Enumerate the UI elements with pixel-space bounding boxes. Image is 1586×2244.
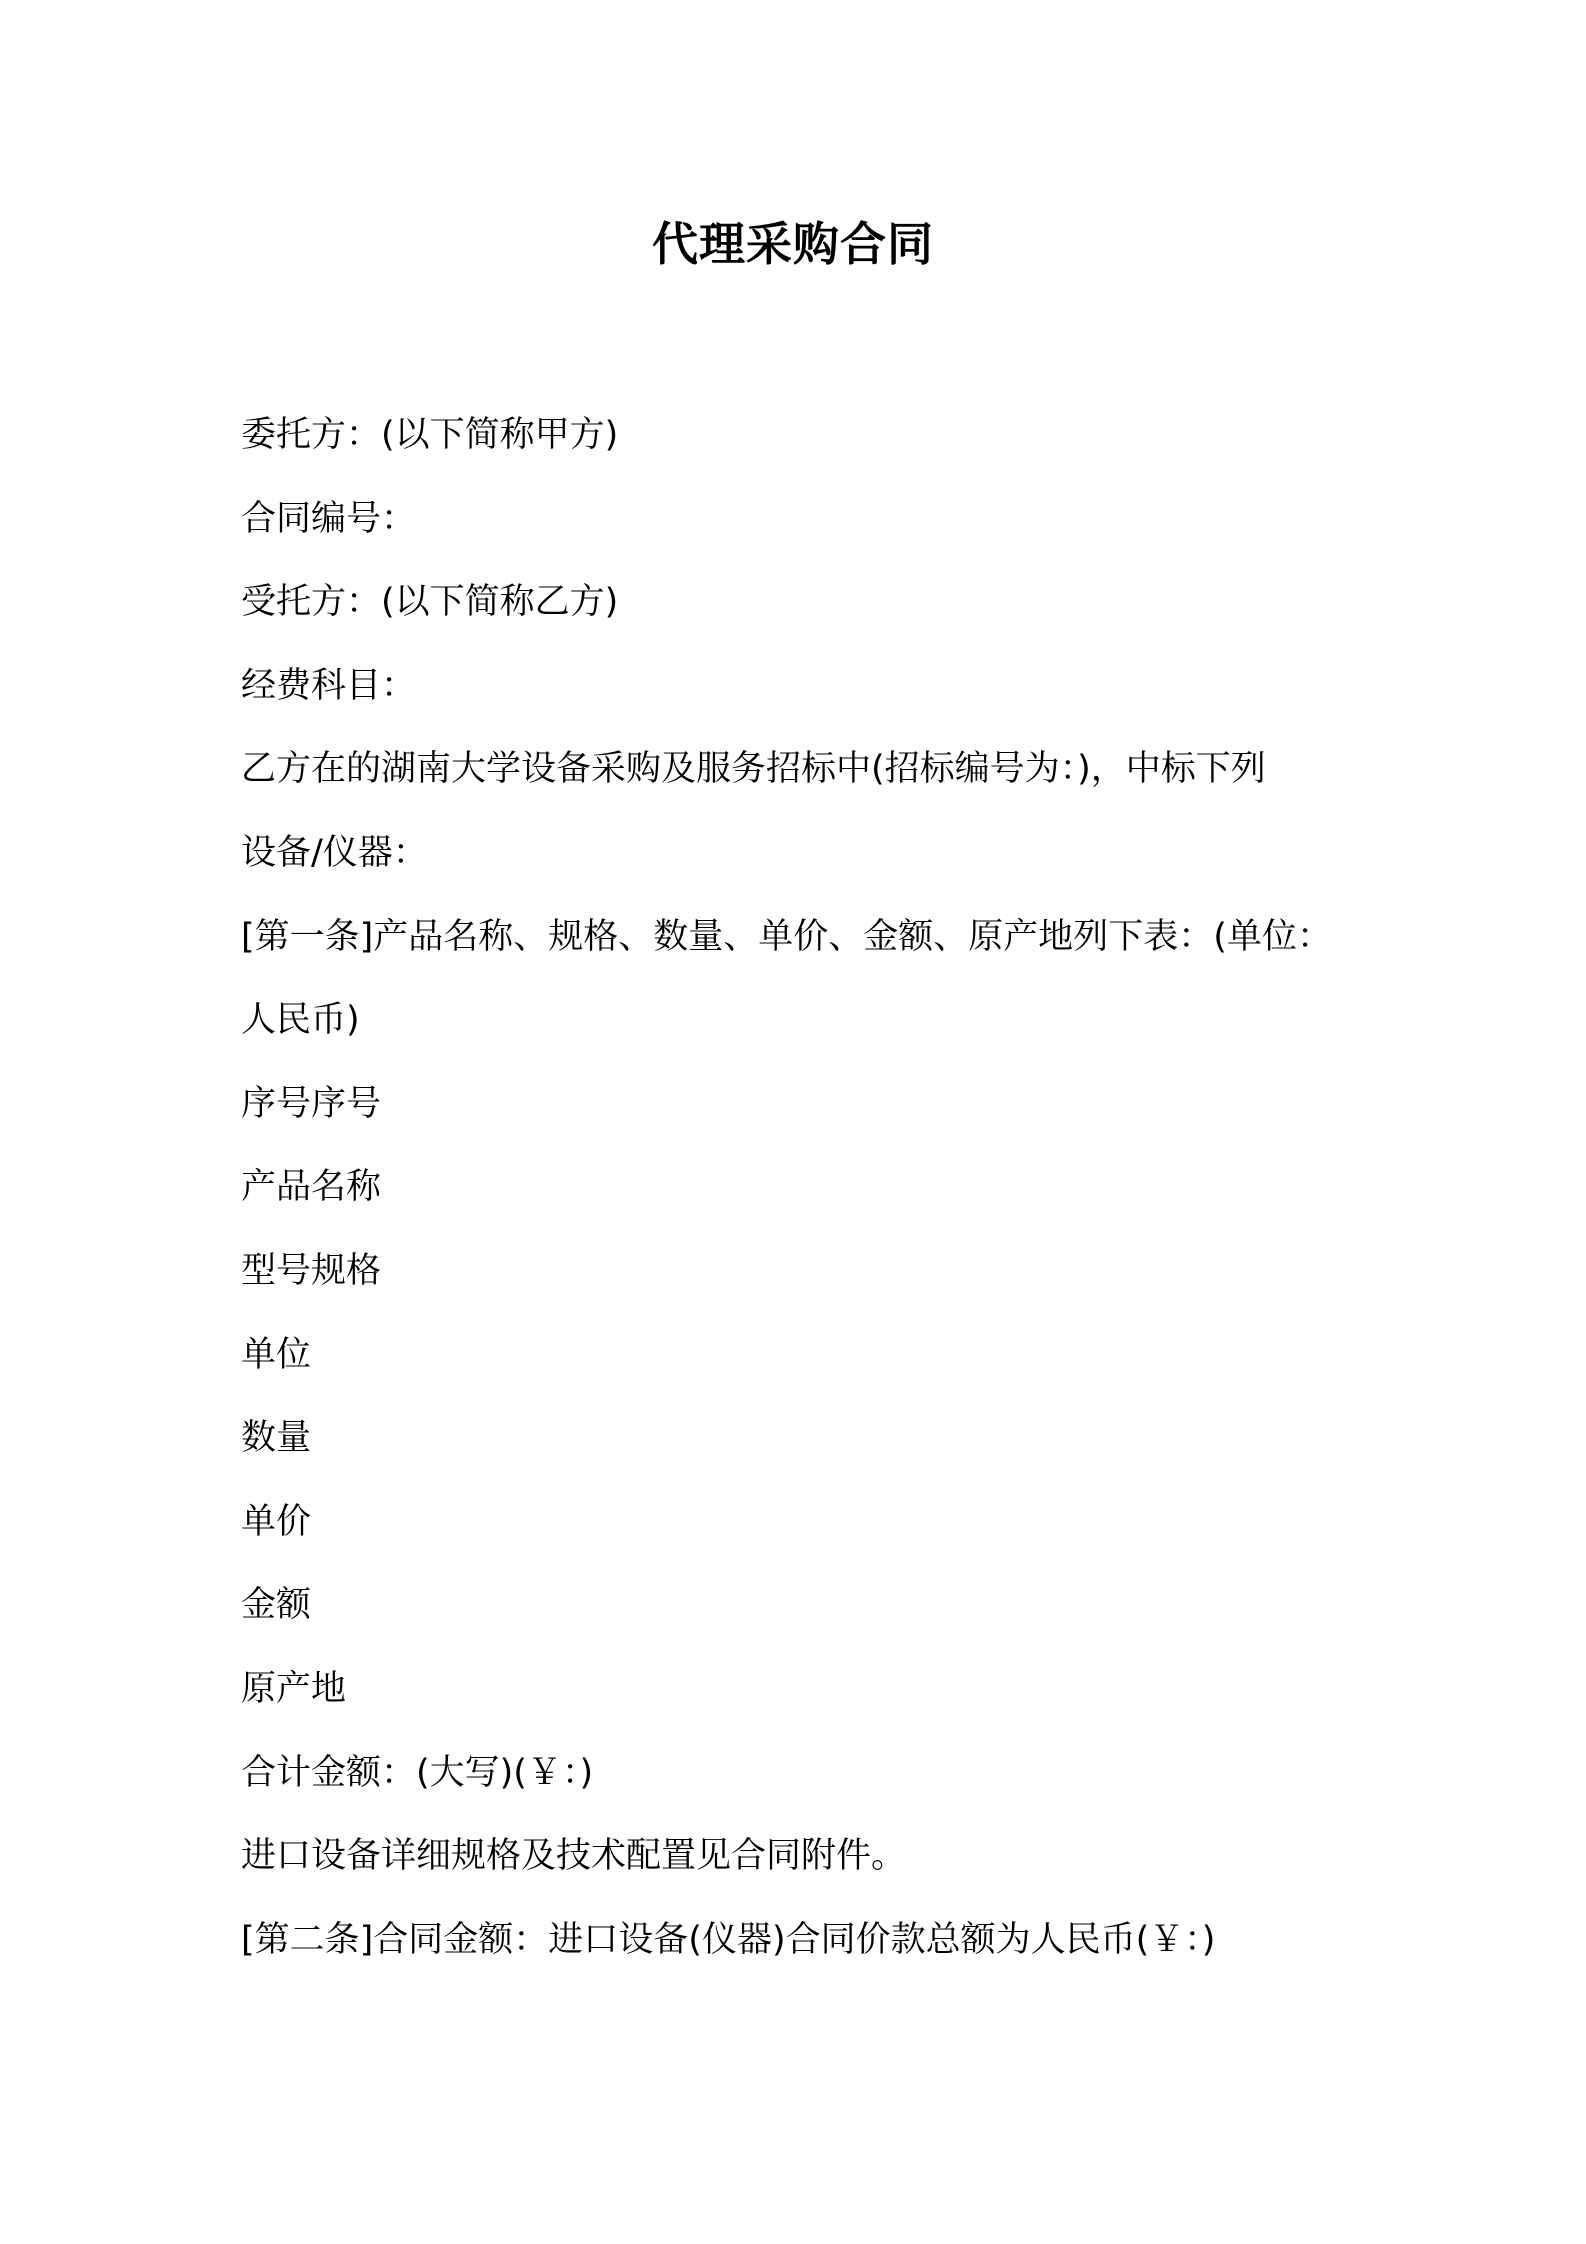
total-amount-line: 合计金额：(大写)(￥：) xyxy=(241,1752,594,1793)
column-serial-number: 序号序号 xyxy=(241,1083,382,1124)
column-unit: 单位 xyxy=(241,1334,312,1375)
column-model-spec: 型号规格 xyxy=(241,1250,382,1291)
column-origin: 原产地 xyxy=(241,1668,347,1709)
client-party-line: 委托方：(以下简称甲方) xyxy=(241,415,619,455)
column-unit-price: 单价 xyxy=(241,1501,312,1542)
attachment-note-line: 进口设备详细规格及技术配置见合同附件。 xyxy=(241,1836,907,1877)
column-product-name: 产品名称 xyxy=(241,1167,382,1208)
bid-statement-line: 乙方在的湖南大学设备采购及服务招标中(招标编号为：)，中标下列 xyxy=(241,749,1266,790)
document-body xyxy=(241,405,1361,1993)
document-title: 代理采购合同 xyxy=(652,217,934,271)
contract-number-line: 合同编号： xyxy=(241,498,417,539)
funding-account-line: 经费科目： xyxy=(241,665,417,706)
article-one-line: [第一条]产品名称、规格、数量、单价、金额、原产地列下表：(单位： xyxy=(241,916,1332,957)
article-two-line: [第二条]合同金额：进口设备(仪器)合同价款总额为人民币(￥：) xyxy=(241,1919,1216,1960)
agent-party-line: 受托方：(以下简称乙方) xyxy=(241,582,619,623)
equipment-line: 设备/仪器： xyxy=(241,832,428,873)
column-amount: 金额 xyxy=(241,1585,312,1626)
currency-unit-line: 人民币) xyxy=(241,1000,360,1041)
column-quantity: 数量 xyxy=(241,1418,312,1459)
